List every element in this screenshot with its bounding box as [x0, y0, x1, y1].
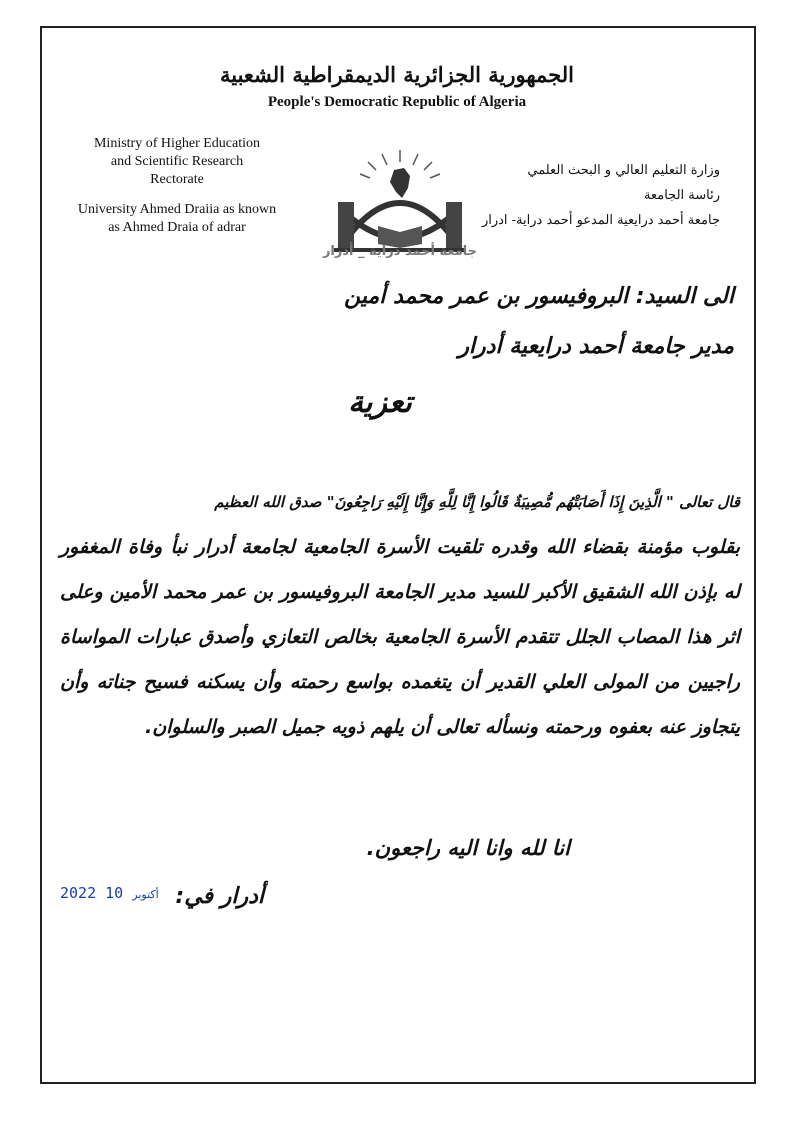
english-republic-title: People's Democratic Republic of Algeria	[267, 94, 527, 110]
date-stamp	[60, 884, 159, 902]
university-line: University Ahmed Draiia as known	[77, 202, 277, 217]
university-line-ar: جامعة أحمد درايعية المدعو أحمد دراية- ادرار	[481, 213, 720, 228]
rectorate-line: Rectorate	[150, 172, 204, 187]
condolence-body	[60, 480, 740, 750]
left-tower	[338, 202, 354, 248]
right-tower	[446, 202, 462, 248]
quran-verse: قال تعالى " الَّذِينَ إِذَا أَصَابَتْهُم مُّصِيبَةٌ قَالُوا إِنَّا لِلَّهِ وَإِنَّا إِلَيْهِ رَاجِعُونَ" صدق الله العظيم	[214, 493, 740, 511]
closing-phrase: انا لله وانا اليه راجعون.	[366, 836, 570, 860]
ministry-line-ar: وزارة التعليم العالي و البحث العلمي	[527, 163, 720, 178]
stamp-month: أكتوبر	[132, 888, 159, 901]
logo-caption: جامعة أحمد دراية _ أدرار	[322, 244, 478, 259]
condolence-paragraph: بقلوب مؤمنة بقضاء الله وقدره تلقيت الأسرة الجامعية لجامعة أدرار نبأ وفاة المغفور له بإذن الله الشقيق الأكبر للسيد مدير الجامعة البروفيسور بن عمر محمد الأمين وعلى اثر هذا المصاب الجلل تتقدم الأسرة الجامعية بخالص التعازي وأصدق عبارات المواساة راجيين من المولى العلي القدير أن يتغمده بواسع رحمته وأن يسكنه فسيح جناته وأن يتجاوز عنه بعفوه ورحمته ونسأله تعالى أن يلهم ذويه جميل الصبر والسلوان.	[60, 536, 740, 738]
addressee-line-2: مدير جامعة أحمد درايعية أدرار	[458, 334, 734, 359]
ministry-line: and Scientific Research	[110, 154, 244, 169]
africa-map-icon	[390, 168, 410, 198]
ministry-block-english	[62, 135, 292, 237]
stamp-day: 10	[105, 884, 124, 902]
rectorate-line-ar: رئاسة الجامعة	[644, 188, 720, 203]
university-line: as Ahmed Draia of adrar	[108, 220, 246, 235]
condolence-heading: تعزية	[348, 385, 412, 420]
ministry-block-arabic	[480, 158, 720, 233]
stamp-year: 2022	[60, 884, 97, 902]
addressee-line-1: الى السيد: البروفيسور بن عمر محمد أمين	[344, 284, 734, 309]
ministry-line: Ministry of Higher Education	[93, 136, 261, 151]
arabic-republic-title: الجمهورية الجزائرية الديمقراطية الشعبية	[219, 62, 574, 87]
place-date-label: أدرار في:	[175, 884, 264, 909]
